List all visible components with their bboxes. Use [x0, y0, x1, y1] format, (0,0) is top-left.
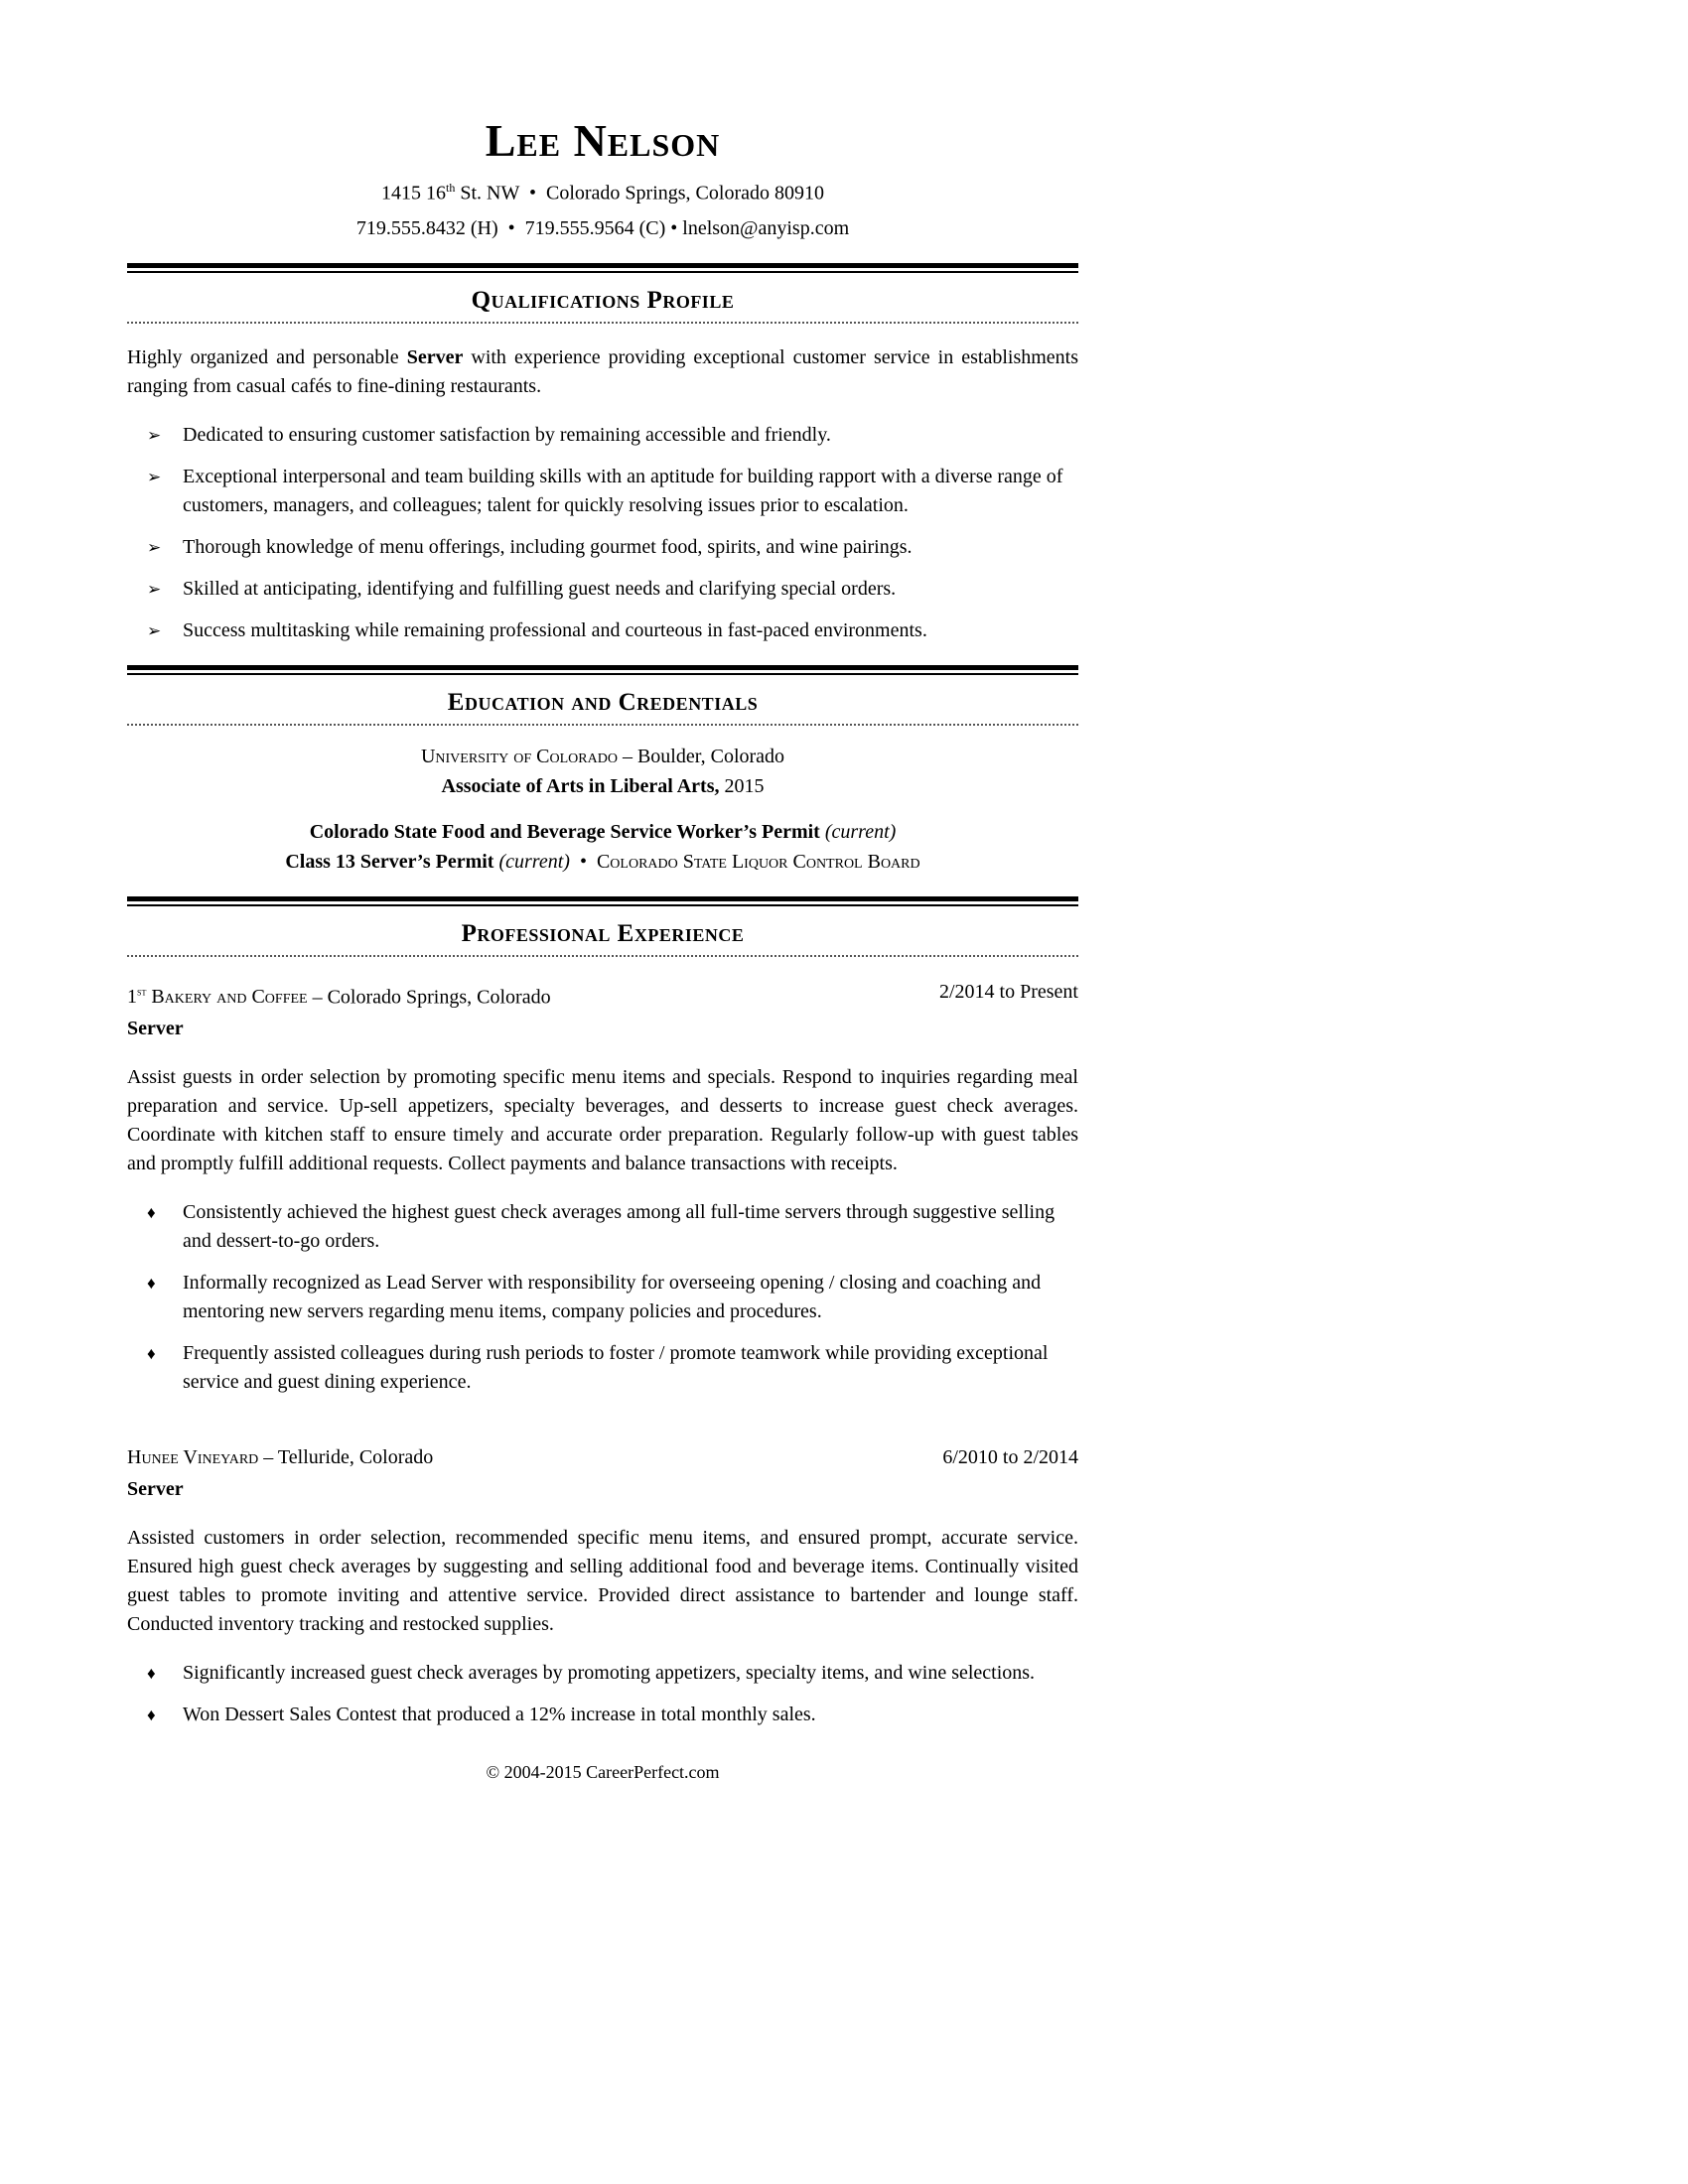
job-role: Server: [127, 1018, 184, 1040]
diamond-bullet-icon: ♦: [147, 1664, 156, 1684]
dotted-rule: [127, 722, 1078, 726]
list-item: [127, 1701, 1078, 1729]
permit-name: Colorado State Food and Beverage Service Worker’s Permit: [309, 820, 820, 843]
job-company: [127, 1442, 433, 1472]
bullet-text: Skilled at anticipating, identifying and fulfilling guest needs and clarifying special orders.: [183, 577, 897, 600]
arrow-bullet-icon: ➢: [147, 537, 162, 557]
dotted-rule: [127, 953, 1078, 957]
job-bullet-list: [127, 1659, 1078, 1729]
job-bullet-list: [127, 1198, 1078, 1397]
bullet-text: Thorough knowledge of menu offerings, including gourmet food, spirits, and wine pairings.: [183, 535, 913, 558]
job-company: [127, 977, 551, 1013]
list-item: [127, 463, 1078, 520]
list-item: [127, 1269, 1078, 1326]
education-permit-1: [127, 817, 1078, 847]
arrow-bullet-icon: ➢: [147, 620, 162, 640]
contact-line: 719.555.8432 (H) • 719.555.9564 (C) • lnelson@anyisp.com: [355, 216, 850, 239]
education-school: [127, 742, 1078, 771]
job-header: [127, 977, 1078, 1013]
intro-post: with experience providing exceptional customer service in establishments ranging from casual cafés to fine-dining restaurants.: [127, 345, 1078, 397]
resume-header: [127, 0, 1078, 243]
job-header: [127, 1442, 1078, 1472]
dot-separator: •: [569, 850, 597, 873]
school-name: University of Colorado: [420, 745, 618, 767]
footer-copyright: © 2004-2015 CareerPerfect.com: [486, 1762, 720, 1783]
section-title-experience: Professional Experience: [461, 919, 745, 947]
permit-status: (current): [819, 820, 897, 843]
address-pre: 1415 16: [381, 182, 446, 205]
arrow-bullet-icon: ➢: [147, 425, 162, 445]
address-ordinal: th: [446, 180, 456, 195]
diamond-bullet-icon: ♦: [147, 1706, 156, 1725]
school-location: – Boulder, Colorado: [617, 745, 785, 767]
company-number: 1: [127, 986, 137, 1009]
intro-pre: Highly organized and personable: [127, 345, 407, 368]
intro-keyword: Server: [406, 345, 464, 368]
list-item: [127, 1198, 1078, 1256]
job-role: Server: [127, 1478, 184, 1501]
arrow-bullet-icon: ➢: [147, 467, 162, 486]
dotted-rule: [127, 320, 1078, 324]
resume-name: Lee Nelson: [485, 115, 721, 166]
arrow-bullet-icon: ➢: [147, 579, 162, 599]
diamond-bullet-icon: ♦: [147, 1344, 156, 1364]
diamond-bullet-icon: ♦: [147, 1203, 156, 1223]
job-dates: 6/2010 to 2/2014: [942, 1446, 1078, 1469]
permit-name: Class 13 Server’s Permit: [285, 850, 494, 873]
permit-status: (current): [493, 850, 570, 873]
section-title-qualifications: Qualifications Profile: [471, 286, 735, 314]
education-degree: [127, 771, 1078, 801]
address-line: [127, 174, 1078, 208]
bullet-text: Significantly increased guest check averages by promoting appetizers, specialty items, and wine selections.: [183, 1662, 1036, 1685]
double-rule: [127, 896, 1078, 906]
company-ordinal: st: [137, 984, 147, 999]
bullet-text: Won Dessert Sales Contest that produced a 12% increase in total monthly sales.: [183, 1704, 816, 1726]
list-item: [127, 616, 1078, 645]
job-location: – Colorado Springs, Colorado: [307, 986, 551, 1009]
degree-year: 2015: [719, 774, 765, 797]
list-item: [127, 1339, 1078, 1397]
company-text: Bakery and Coffee: [146, 986, 308, 1009]
resume-page: [127, 0, 1078, 1785]
bullet-text: Success multitasking while remaining professional and courteous in fast-paced environments.: [183, 618, 927, 641]
bullet-text: Informally recognized as Lead Server with responsibility for overseeing opening / closing and coaching and mentoring new servers regarding menu items, company policies and procedures.: [183, 1272, 1042, 1323]
job-description: Assist guests in order selection by promoting specific menu items and specials. Respond to inquiries regarding meal preparation and service. Up-sell appetizers, specialty beverages, and desserts to increase guest check averages. Coordinate with kitchen staff to ensure timely and accurate order preparation. Regularly follow-up with guest tables and promptly fulfill additional requests. Collect payments and balance transactions with receipts.: [127, 1066, 1078, 1175]
permit-authority: Colorado State Liquor Control Board: [596, 850, 920, 873]
job-location: – Telluride, Colorado: [258, 1446, 434, 1469]
list-item: [127, 575, 1078, 604]
address-post: St. NW • Colorado Springs, Colorado 80910: [455, 182, 824, 205]
section-title-education: Education and Credentials: [447, 688, 759, 716]
degree-name: Associate of Arts in Liberal Arts,: [441, 774, 720, 797]
bullet-text: Consistently achieved the highest guest check averages among all full-time servers through suggestive selling and dessert-to-go orders.: [183, 1201, 1055, 1253]
job-entry: [127, 1442, 1078, 1729]
bullet-text: Dedicated to ensuring customer satisfaction by remaining accessible and friendly.: [183, 423, 831, 446]
education-block: [127, 742, 1078, 877]
company-name: Hunee Vineyard: [127, 1446, 259, 1469]
diamond-bullet-icon: ♦: [147, 1274, 156, 1294]
job-dates: 2/2014 to Present: [939, 980, 1078, 1003]
bullet-text: Frequently assisted colleagues during rush periods to foster / promote teamwork while providing exceptional service and guest dining experience.: [183, 1342, 1049, 1394]
double-rule: [127, 263, 1078, 273]
qualifications-intro: [127, 343, 1078, 401]
bullet-text: Exceptional interpersonal and team building skills with an aptitude for building rapport with a diverse range of customers, managers, and colleagues; talent for quickly resolving issues prior to escalation.: [183, 465, 1063, 516]
qualifications-list: [127, 421, 1078, 645]
list-item: [127, 1659, 1078, 1688]
job-entry: [127, 977, 1078, 1398]
list-item: [127, 421, 1078, 450]
list-item: [127, 533, 1078, 562]
job-description: Assisted customers in order selection, recommended specific menu items, and ensured prompt, accurate service. Ensured high guest check averages by suggesting and selling additional food and beverage items. Continually visited guest tables to promote inviting and attentive service. Provided direct assistance to bartender and lounge staff. Conducted inventory tracking and restocked supplies.: [127, 1527, 1078, 1636]
education-permit-2: [127, 847, 1078, 877]
double-rule: [127, 665, 1078, 675]
company-name: [127, 986, 308, 1008]
